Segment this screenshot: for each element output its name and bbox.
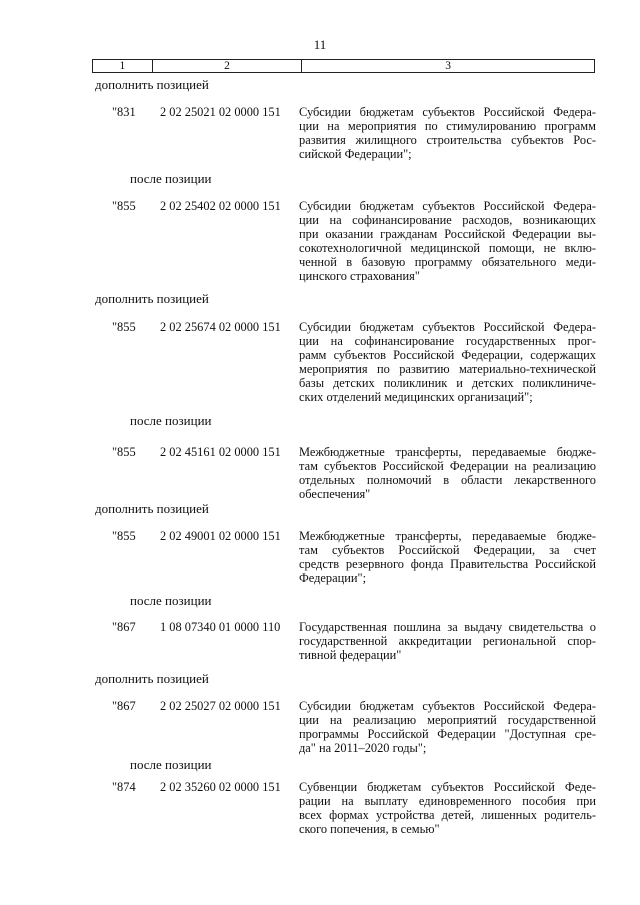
label-after-position: после позиции: [130, 413, 212, 428]
description-line: Государственная пошлина за выдачу свидетельства о: [299, 620, 596, 634]
table-header-row: [92, 59, 595, 73]
description-line: там субъектов Российской Федерации на реализацию: [299, 458, 596, 473]
label-add-position: дополнить позицией: [95, 291, 209, 306]
budget-code: 2 02 49001 02 0000 151: [160, 529, 281, 543]
description-line: отдельных полномочий в области лекарственного: [299, 472, 596, 487]
description-line: программы Российской Федерации "Доступная сре-: [299, 726, 596, 741]
page-number: 11: [313, 37, 327, 52]
admin-code: "831: [112, 105, 136, 119]
description-line: ченной в базовую программу обязательного меди-: [299, 254, 596, 269]
budget-code: 2 02 45161 02 0000 151: [160, 445, 281, 459]
description-line: Субсидии бюджетам субъектов Российской Федера-: [299, 105, 596, 119]
description-line: Межбюджетные трансферты, передаваемые бюдже-: [299, 529, 596, 543]
description-line: при оказании гражданам Российской Федерации вы-: [299, 226, 596, 241]
budget-code: 2 02 25402 02 0000 151: [160, 199, 281, 213]
description-line: цинского страхования": [299, 268, 420, 283]
header-col-2: 2: [153, 60, 302, 72]
header-col-3: 3: [445, 60, 451, 72]
budget-code: 2 02 25027 02 0000 151: [160, 699, 281, 713]
header-col-1: 1: [93, 60, 153, 72]
description-line: тивной федерации": [299, 647, 402, 662]
description-line: там субъектов Российской Федерации, за счет: [299, 542, 596, 557]
entry-description: [299, 200, 596, 283]
entry-description: [299, 621, 596, 663]
description-line: Субсидии бюджетам субъектов Российской Федера-: [299, 199, 596, 213]
description-line: ции на софинансирование государственных прог-: [299, 333, 596, 348]
entry-description: [299, 321, 596, 404]
entry-description: [299, 700, 596, 756]
admin-code: "855: [112, 445, 136, 459]
description-line: Межбюджетные трансферты, передаваемые бюдже-: [299, 445, 596, 459]
description-line: государственной аккредитации региональной спор-: [299, 633, 596, 648]
label-add-position: дополнить позицией: [95, 501, 209, 516]
description-line: Федерации";: [299, 570, 367, 585]
entry-description: [299, 446, 596, 502]
description-line: сийской Федерации";: [299, 146, 412, 161]
description-line: ского попечения, в семью": [299, 821, 440, 836]
description-line: ции на реализацию мероприятий государственной: [299, 712, 596, 727]
description-line: Субсидии бюджетам субъектов Российской Федера-: [299, 320, 596, 334]
label-after-position: после позиции: [130, 593, 212, 608]
label-add-position: дополнить позицией: [95, 77, 209, 92]
description-line: базы детских поликлиник и детских поликлиниче-: [299, 375, 596, 390]
label-after-position: после позиции: [130, 171, 212, 186]
description-line: ции на мероприятия по стимулированию программ: [299, 118, 596, 133]
admin-code: "855: [112, 320, 136, 334]
budget-code: 2 02 35260 02 0000 151: [160, 780, 281, 794]
budget-code: 1 08 07340 01 0000 110: [160, 620, 281, 634]
label-after-position: после позиции: [130, 757, 212, 772]
description-line: да" на 2011–2020 годы";: [299, 740, 427, 755]
admin-code: "874: [112, 780, 136, 794]
description-line: рамм субъектов Российской Федерации, содержащих: [299, 347, 596, 362]
label-add-position: дополнить позицией: [95, 671, 209, 686]
admin-code: "855: [112, 529, 136, 543]
description-line: развития жилищного строительства субъектов Рос-: [299, 132, 596, 147]
admin-code: "867: [112, 699, 136, 713]
description-line: ских отделений медицинских организаций";: [299, 389, 533, 404]
admin-code: "855: [112, 199, 136, 213]
description-line: Субвенции бюджетам субъектов Российской Феде-: [299, 780, 596, 794]
admin-code: "867: [112, 620, 136, 634]
entry-description: [299, 106, 596, 162]
description-line: сокотехнологичной медицинской помощи, не вклю-: [299, 240, 596, 255]
description-line: Субсидии бюджетам субъектов Российской Федера-: [299, 699, 596, 713]
description-line: мероприятия по развитию материально-технической: [299, 361, 596, 376]
description-line: обеспечения": [299, 486, 371, 501]
description-line: всех формах устройства детей, лишенных родитель-: [299, 807, 596, 822]
description-line: ции на софинансирование расходов, возникающих: [299, 212, 596, 227]
entry-description: [299, 781, 596, 837]
budget-code: 2 02 25674 02 0000 151: [160, 320, 281, 334]
description-line: средств резервного фонда Правительства Российской: [299, 556, 596, 571]
entry-description: [299, 530, 596, 586]
description-line: рации на выплату единовременного пособия при: [299, 793, 596, 808]
budget-code: 2 02 25021 02 0000 151: [160, 105, 281, 119]
